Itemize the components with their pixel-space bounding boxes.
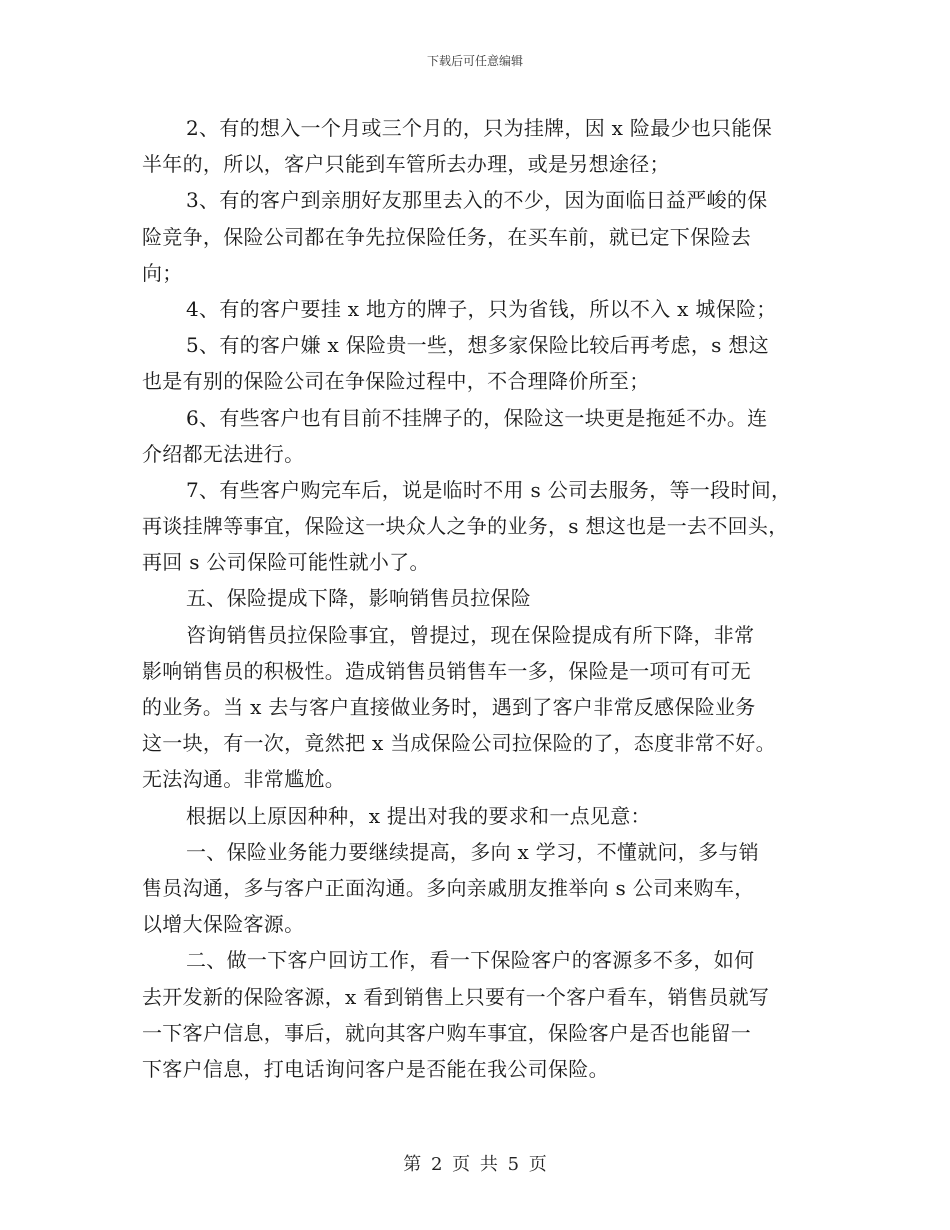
text-line: 向； xyxy=(142,260,183,285)
text-line: 售员沟通，多与客户正面沟通。多向亲戚朋友推举向 s 公司来购车， xyxy=(142,875,755,900)
text-line: 险竞争，保险公司都在争先拉保险任务，在买车前，就已定下保险去 xyxy=(142,224,751,249)
document-body xyxy=(142,110,822,1087)
text-line: 下客户信息，打电话询问客户是否能在我公司保险。 xyxy=(142,1056,609,1081)
text-line: 五、保险提成下降，影响销售员拉保险 xyxy=(186,586,532,611)
text-line: 6、有些客户也有目前不挂牌子的，保险这一块更是拖延不办。连 xyxy=(186,405,768,430)
text-line: 二、做一下客户回访工作，看一下保险客户的客源多不多，如何 xyxy=(186,948,755,973)
text-line: 4、有的客户要挂 x 地方的牌子，只为省钱，所以不入 x 城保险； xyxy=(186,296,777,321)
text-line: 5、有的客户嫌 x 保险贵一些，想多家保险比较后再考虑，s 想这 xyxy=(186,333,769,358)
text-line: 一下客户信息，事后，就向其客户购车事宜，保险客户是否也能留一 xyxy=(142,1020,751,1045)
text-line: 根据以上原因种种，x 提出对我的要求和一点见意： xyxy=(186,803,651,828)
text-line: 以增大保险客源。 xyxy=(142,912,305,937)
text-line: 介绍都无法进行。 xyxy=(142,441,305,466)
text-line: 影响销售员的积极性。造成销售员销售车一多，保险是一项可有可无 xyxy=(142,658,751,683)
text-line: 再谈挂牌等事宜，保险这一块众人之争的业务，s 想这也是一去不回头， xyxy=(142,514,789,539)
text-line: 的业务。当 x 去与客户直接做业务时，遇到了客户非常反感保险业务 xyxy=(142,695,756,719)
text-line: 7、有些客户购完车后，说是临时不用 s 公司去服务，等一段时间， xyxy=(186,477,792,502)
text-line: 也是有别的保险公司在争保险过程中，不合理降价所至； xyxy=(142,369,650,394)
text-line: 3、有的客户到亲朋好友那里去入的不少，因为面临日益严峻的保 xyxy=(186,188,768,213)
text-line: 再回 s 公司保险可能性就小了。 xyxy=(142,550,430,575)
text-line: 半年的，所以，客户只能到车管所去办理，或是另想途径； xyxy=(142,152,670,177)
page-header: 下载后可任意编辑 xyxy=(426,54,523,68)
text-line: 去开发新的保险客源，x 看到销售上只要有一个客户看车，销售员就写 xyxy=(142,984,770,1009)
page-number-footer: 第 2 页 共 5 页 xyxy=(403,1154,547,1175)
text-line: 无法沟通。非常尴尬。 xyxy=(142,767,345,792)
text-line: 2、有的想入一个月或三个月的，只为挂牌，因 x 险最少也只能保 xyxy=(186,116,773,140)
text-line: 一、保险业务能力要继续提高，多向 x 学习，不懂就问，多与销 xyxy=(186,839,759,864)
text-line: 这一块，有一次，竟然把 x 当成保险公司拉保险的了，态度非常不好。 xyxy=(142,731,776,756)
text-line: 咨询销售员拉保险事宜，曾提过，现在保险提成有所下降，非常 xyxy=(186,622,755,647)
